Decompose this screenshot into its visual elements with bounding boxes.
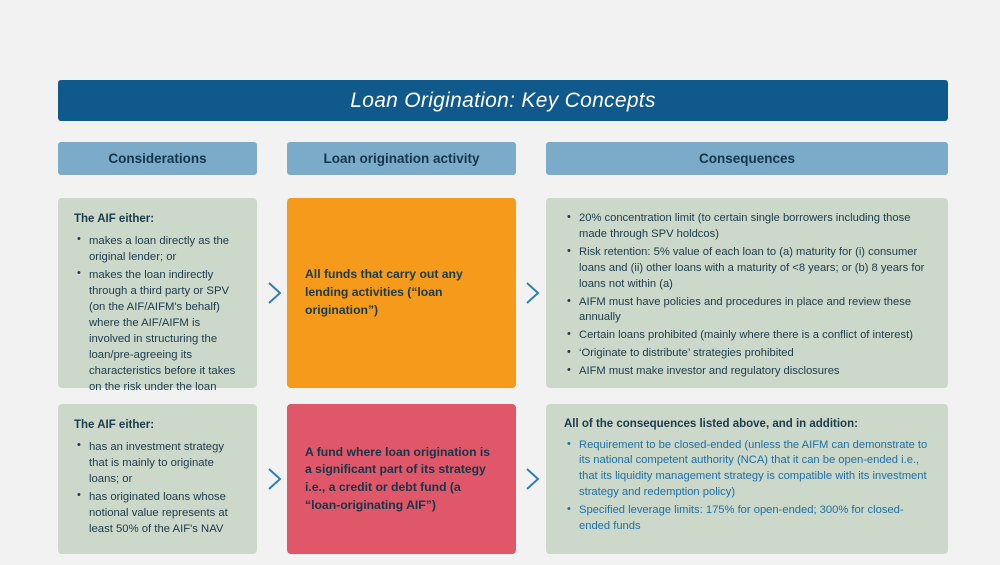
bullet-list — [74, 439, 243, 537]
chevron-right-icon — [522, 280, 542, 306]
list-item: • ‘Originate to distribute’ strategies prohibited — [577, 346, 932, 362]
bullet-list — [564, 211, 932, 380]
column-header-label: Considerations — [108, 151, 207, 166]
chevron-right-icon — [264, 280, 284, 306]
card-lead-text: The AIF either: — [74, 419, 155, 431]
chevron-right-icon — [264, 466, 284, 492]
page-title: Loan Origination: Key Concepts — [350, 88, 656, 112]
list-item: • AIFM must have policies and procedures in place and review these annually — [577, 295, 932, 327]
column-header-considerations — [58, 142, 257, 175]
list-item: • has originated loans whose notional value represents at least 50% of the AIF's NAV — [87, 489, 243, 537]
bullet-list — [564, 438, 932, 535]
card-activity-row2 — [287, 404, 516, 554]
column-header-label: Loan origination activity — [323, 151, 480, 166]
chevron-right-icon — [522, 466, 542, 492]
list-item: • Risk retention: 5% value of each loan to (a) maturity for (i) consumer loans and (ii) other loans with a maturity of <8 years; or (b) 8 years for loans not within (a) — [577, 245, 932, 293]
card-activity-row1 — [287, 198, 516, 388]
card-considerations-row1 — [58, 198, 257, 393]
card-considerations-row2 — [58, 404, 257, 554]
list-item: • 20% concentration limit (to certain single borrowers including those made through SPV holdcos) — [577, 211, 932, 243]
card-lead-text: All of the consequences listed above, and in addition: — [564, 418, 858, 430]
card-lead-text: The AIF either: — [74, 213, 155, 225]
diagram-title-banner — [58, 80, 948, 121]
card-body-text: All funds that carry out any lending activities (“loan origination”) — [305, 267, 463, 317]
column-header-consequences — [546, 142, 948, 175]
list-item: • makes a loan directly as the original lender; or — [87, 233, 243, 265]
column-header-label: Consequences — [698, 151, 796, 166]
list-item: • Requirement to be closed-ended (unless the AIFM can demonstrate to its national competent authority (NCA) that it can be open-ended i.e., that its liquidity management strategy is compatible with its investment strategy and redemption policy) — [577, 438, 932, 502]
list-item: • Certain loans prohibited (mainly where there is a conflict of interest) — [577, 328, 932, 344]
list-item: • makes the loan indirectly through a third party or SPV (on the AIF/AIFM's behalf) where the AIF/AIFM is involved in structuring the loan/pre-agreeing its characteristics before it takes on the risk under the loan — [87, 267, 243, 395]
list-item: • Specified leverage limits: 175% for open-ended; 300% for closed-ended funds — [577, 503, 932, 535]
card-consequences-row2 — [546, 404, 948, 554]
list-item: • AIFM must make investor and regulatory disclosures — [577, 364, 932, 380]
list-item: • has an investment strategy that is mainly to originate loans; or — [87, 439, 243, 487]
column-header-activity — [287, 142, 516, 175]
card-consequences-row1 — [546, 198, 948, 388]
bullet-list — [74, 233, 243, 395]
card-body-text: A fund where loan origination is a significant part of its strategy i.e., a credit or debt fund (a “loan-originating AIF”) — [305, 444, 491, 512]
